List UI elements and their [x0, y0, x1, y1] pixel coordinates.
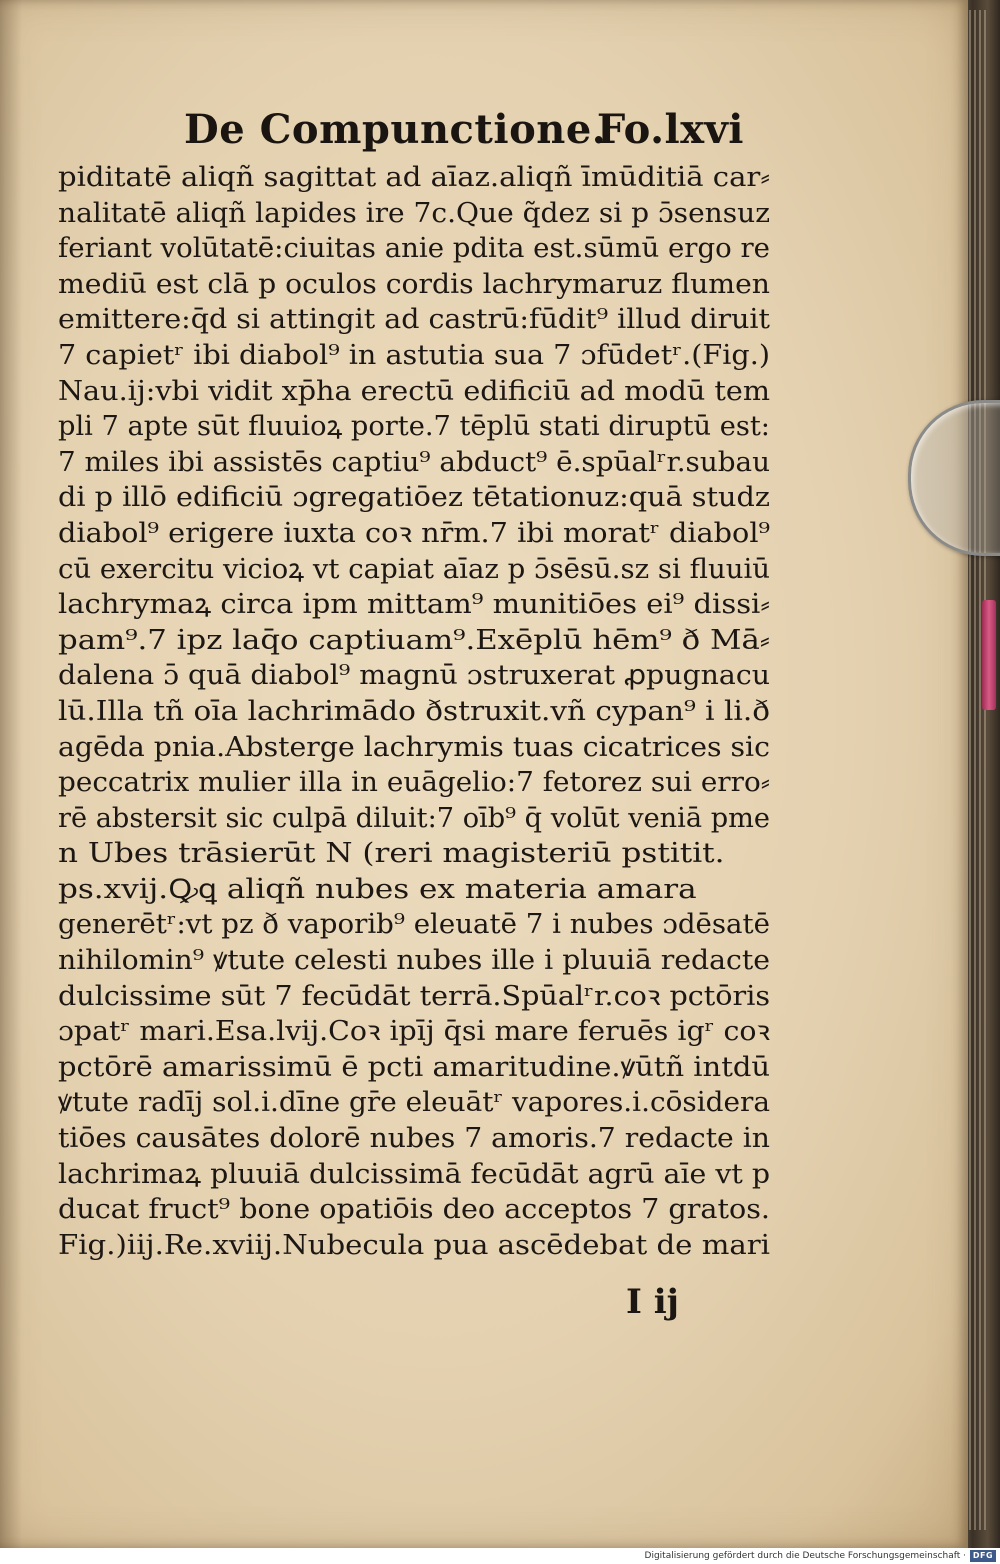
text-line-content: lū.Illa tñ oīa lachrimādo ðstruxit.vñ cypan⁹ i li.ð: [58, 695, 770, 727]
text-line: [58, 1228, 778, 1264]
text-line-content: ɔpatʳ mari.Esa.lvij.Coꝛ ipīj q̄si mare feruēs igʳ coꝛ: [58, 1016, 770, 1048]
text-line-content: nalitatē aliqñ lapides ire 7c.Que q̃dez si p ɔ̄sensuz: [58, 197, 771, 229]
text-line: [58, 1085, 778, 1121]
text-line-content: 7 capietʳ ibi diabol⁹ in astutia sua 7 ɔfūdetʳ.(Fig.): [58, 339, 771, 371]
text-line-content: diabol⁹ erigere iuxta coꝛ nr̄m.7 ibi moratʳ diabol⁹: [58, 517, 771, 549]
text-line: [58, 231, 778, 267]
text-line: [58, 907, 778, 943]
text-line-content: n Ubes trāsierūt N (reri magisteriū pstitit.: [58, 838, 725, 870]
text-line: [58, 267, 778, 303]
bookmark-ribbon: [982, 600, 996, 710]
text-line: [58, 409, 778, 445]
text-line-content: lachrymaꝝ circa ipm mittam⁹ munitiōes ei⁹ dissi⸗: [58, 589, 770, 621]
text-line-content: di p illō edificiū ɔgregatiōez tētationuz:quā studz: [58, 482, 770, 514]
text-line-content: dalena ɔ̄ quā diabol⁹ magnū ɔstruxerat ꝓpugnacu: [58, 660, 770, 692]
text-line: [58, 480, 778, 516]
text-line: [58, 801, 778, 837]
text-line-content: pli 7 apte sūt fluuioꝝ porte.7 tēplū stati diruptū est:: [58, 411, 770, 443]
text-line: [58, 979, 778, 1015]
folio-number: Fo.lxvi: [596, 106, 744, 153]
text-line: [58, 196, 778, 232]
text-line-content: nihilomin⁹ ꝟtute celesti nubes ille i pluuiā redacte: [58, 945, 770, 977]
text-line: [58, 943, 778, 979]
text-line: [58, 1014, 778, 1050]
text-line-content: lachrimaꝝ pluuiā dulcissimā fecūdāt agrū aīe vt p: [58, 1158, 771, 1190]
text-line: [58, 872, 778, 908]
text-line: [58, 302, 778, 338]
text-line-content: 7 miles ibi assistēs captiu⁹ abduct⁹ ē.spūalʳr.subau: [58, 446, 770, 478]
text-line-content: pam⁹.7 ipz laq̄o captiuam⁹.Exēplū hēm⁹ ð Mā⸗: [58, 624, 771, 656]
text-line: [58, 623, 778, 659]
text-line-content: cū exercitu vicioꝝ vt capiat aīaz p ɔ̄sēsū.sz si fluuiū: [58, 553, 771, 585]
text-line: [58, 445, 778, 481]
text-line-content: pctōrē amarissimū ē pcti amaritudine.ꝟūtñ intdū: [58, 1051, 771, 1083]
text-line-content: rē abstersit sic culpā diluit:7 oīb⁹ q̄ volūt veniā pme: [58, 802, 770, 834]
signature-mark: I ij: [626, 1282, 679, 1322]
text-line: [58, 836, 778, 872]
text-line-content: Nau.ij:vbi vidit xp̄ha erectū edificiū ad modū tem: [58, 375, 771, 407]
text-line: [58, 516, 778, 552]
text-line-content: ducat fruct⁹ bone opatiōis deo acceptos 7 gratos.: [58, 1194, 771, 1226]
running-head-title: De Compunctione.: [184, 106, 607, 153]
text-line-content: ps.xvij.Ꝙꝗ aliqñ nubes ex materia amara: [58, 873, 697, 905]
text-line: [58, 1050, 778, 1086]
text-line: [58, 160, 778, 196]
text-line: [58, 694, 778, 730]
text-line: [58, 587, 778, 623]
text-line: [58, 730, 778, 766]
text-line: [58, 658, 778, 694]
text-block: [58, 160, 778, 1263]
text-line-content: agēda pnia.Absterge lachrymis tuas cicatrices sic: [58, 731, 770, 763]
text-line-content: Fig.)iij.Re.xviij.Nubecula pua ascēdebat de mari: [58, 1229, 771, 1261]
text-line-content: ꝟtute radīj sol.i.dīne gr̄e eleuātʳ vapores.i.cōsidera: [58, 1087, 771, 1119]
footer-bar: [0, 1548, 1000, 1564]
text-line-content: piditatē aliqñ sagittat ad aīaz.aliqñ īmūditiā car⸗: [58, 162, 771, 193]
text-line-content: emittere:q̄d si attingit ad castrū:fūdit⁹ illud diruit: [58, 304, 770, 336]
text-line: [58, 1192, 778, 1228]
gutter-shadow: [0, 0, 22, 1548]
running-head: [184, 106, 744, 162]
text-line: [58, 1121, 778, 1157]
dfg-logo: DFG: [970, 1550, 996, 1562]
text-line: [58, 765, 778, 801]
text-line-content: dulcissime sūt 7 fecūdāt terrā.Spūalʳr.coꝛ pctōris: [58, 980, 771, 1012]
text-line: [58, 374, 778, 410]
text-line-content: generētʳ:vt pz ð vaporib⁹ eleuatē 7 i nubes ɔdēsatē: [58, 909, 770, 941]
text-line: [58, 338, 778, 374]
text-line-content: peccatrix mulier illa in euāgelio:7 fetorez sui erro⸗: [58, 767, 770, 799]
text-line-content: feriant volūtatē:ciuitas anie pdita est.sūmū ergo re: [58, 233, 770, 265]
text-line-content: tiōes causātes dolorē nubes 7 amoris.7 redacte in: [58, 1123, 770, 1155]
text-line: [58, 1157, 778, 1193]
text-line-content: mediū est clā p oculos cordis lachrymaruz flumen: [58, 268, 770, 300]
funding-credit: Digitalisierung gefördert durch die Deutsche Forschungsgemeinschaft ·: [644, 1551, 966, 1561]
text-line: [58, 552, 778, 588]
